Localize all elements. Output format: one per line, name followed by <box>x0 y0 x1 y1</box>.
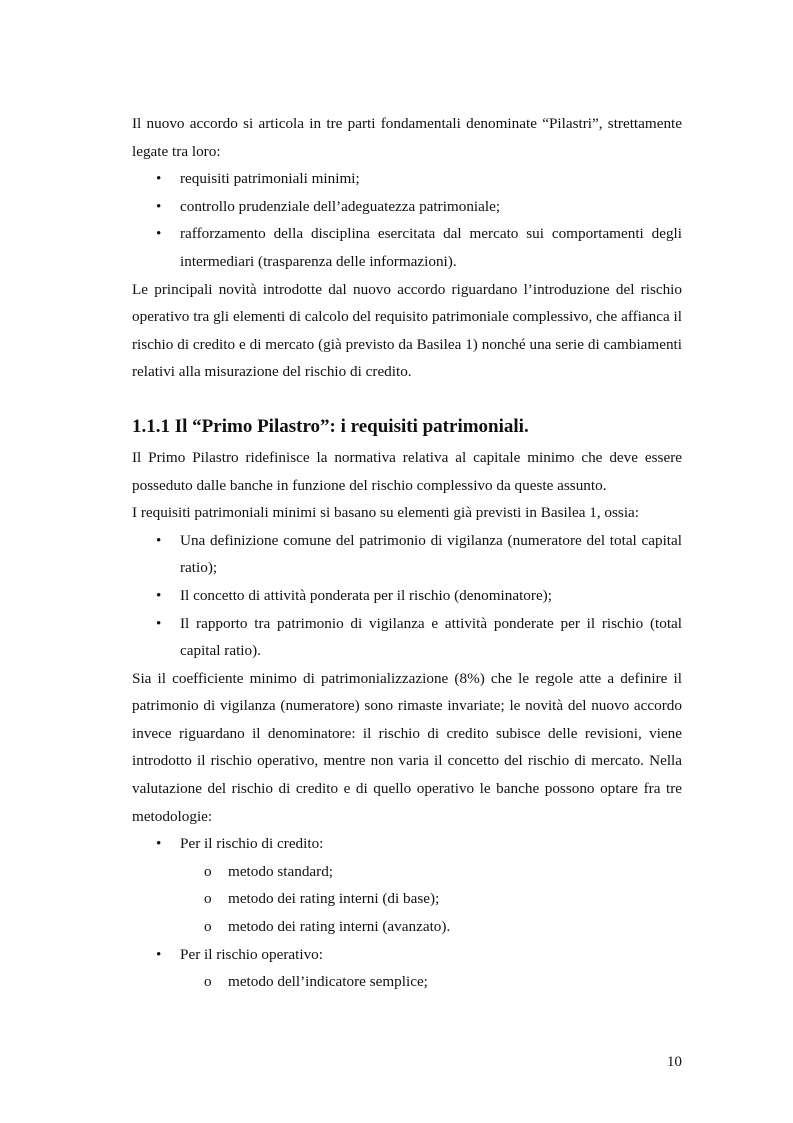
list-item: • Il rapporto tra patrimonio di vigilanza e attività ponderate per il rischio (total capital ratio). <box>132 610 682 665</box>
list-item: • requisiti patrimoniali minimi; <box>132 165 682 193</box>
bullet: • <box>156 614 162 632</box>
section-paragraph: Sia il coefficiente minimo di patrimonializzazione (8%) che le regole atte a definire il patrimonio di vigilanza (numeratore) sono rimaste invariate; le novità del nuovo accordo invece riguardano il denominatore: il rischio di credito subisce delle revisioni, viene introdotto il rischio operativo, mentre non varia il concetto del rischio di mercato. Nella valutazione del rischio di credito e di quello operativo le banche possono optare fra tre metodologie: <box>132 669 682 825</box>
list-item: • Una definizione comune del patrimonio di vigilanza (numeratore del total capital ratio); <box>132 527 682 582</box>
requirements-list <box>132 527 682 665</box>
list-item: • Per il rischio operativo: <box>132 941 682 969</box>
bullet: • <box>156 225 162 243</box>
sub-bullet: o <box>204 973 212 991</box>
sub-bullet: o <box>204 918 212 936</box>
document-page <box>132 110 682 996</box>
list-item: • controllo prudenziale dell’adeguatezza patrimoniale; <box>132 193 682 221</box>
bullet: • <box>156 835 162 853</box>
sub-bullet: o <box>204 862 212 880</box>
sub-bullet: o <box>204 890 212 908</box>
section-heading: 1.1.1 Il “Primo Pilastro”: i requisiti patrimoniali. <box>132 415 529 437</box>
sub-list-item: o metodo dei rating interni (avanzato). <box>132 913 682 941</box>
list-item: • rafforzamento della disciplina esercitata dal mercato sui comportamenti degli intermediari (trasparenza delle informazioni). <box>132 220 682 275</box>
section-paragraph: Il Primo Pilastro ridefinisce la normativa relativa al capitale minimo che deve essere posseduto dalle banche in funzione del rischio complessivo da queste assunto. <box>132 448 682 494</box>
bullet: • <box>156 170 162 188</box>
section-paragraph: I requisiti patrimoniali minimi si basano su elementi già previsti in Basilea 1, ossia: <box>132 504 640 522</box>
page-number: 10 <box>666 1053 682 1070</box>
list-item: • Per il rischio di credito: <box>132 830 682 858</box>
sub-list-item: o metodo standard; <box>132 858 682 886</box>
intro-paragraph: Il nuovo accordo si articola in tre parti fondamentali denominate “Pilastri”, strettamente legate tra loro: <box>132 115 682 160</box>
bullet: • <box>156 531 162 549</box>
novelties-paragraph: Le principali novità introdotte dal nuovo accordo riguardano l’introduzione del rischio operativo tra gli elementi di calcolo del requisito patrimoniale complessivo, che affianca il rischio di credito e di mercato (già previsto da Basilea 1) nonché una serie di cambiamenti relativi alla misurazione del rischio di credito. <box>132 280 682 381</box>
pillars-list <box>132 165 682 275</box>
methodologies-list <box>132 830 682 996</box>
bullet: • <box>156 197 162 215</box>
bullet: • <box>156 945 162 963</box>
list-item: • Il concetto di attività ponderata per il rischio (denominatore); <box>132 582 682 610</box>
sub-list-item: o metodo dell’indicatore semplice; <box>132 968 682 996</box>
bullet: • <box>156 586 162 604</box>
sub-list-item: o metodo dei rating interni (di base); <box>132 885 682 913</box>
